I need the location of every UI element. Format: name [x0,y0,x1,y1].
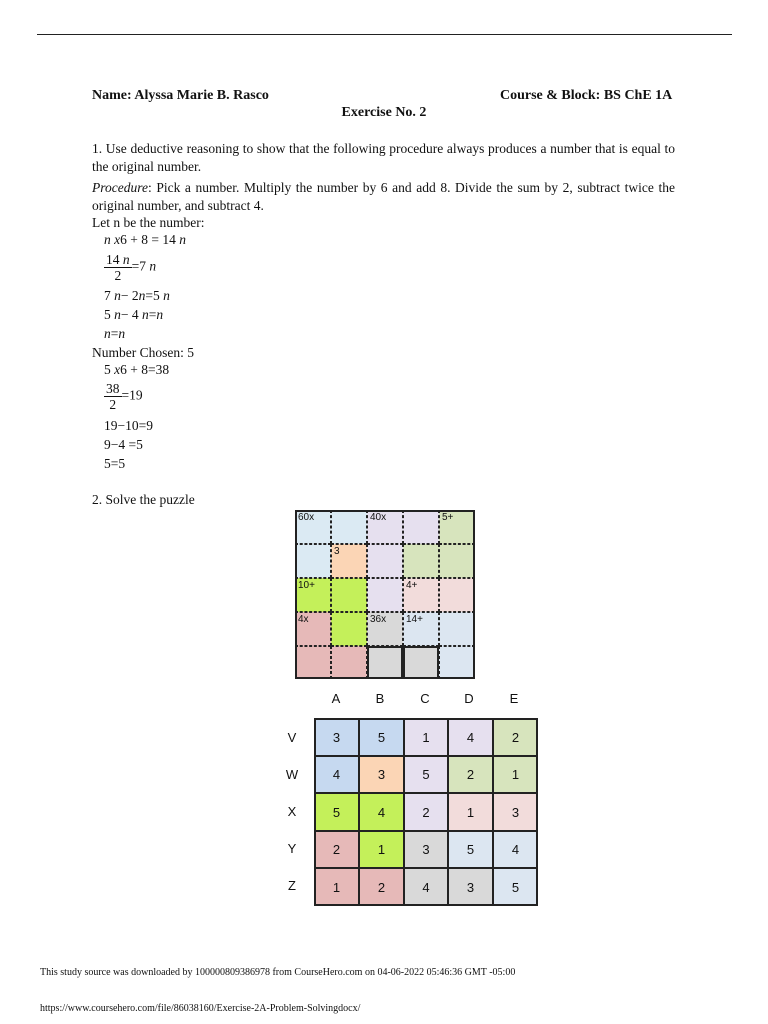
puzzle-cell [295,612,331,646]
cage-clue: 5+ [442,512,454,523]
col-label-c: C [420,691,430,706]
step-example-1: 5 x6 + 8=38 [104,362,170,377]
solution-cell: 1 [493,756,538,793]
q1-procedure [92,179,675,215]
source-url[interactable]: https://www.coursehero.com/file/86038160/Exercise-2A-Problem-Solvingdocx/ [40,1003,361,1014]
puzzle-cell [331,510,367,544]
step-general-5: n=n [104,326,126,341]
puzzle-cell [295,544,331,578]
top-rule [37,34,732,35]
puzzle-cell [439,544,475,578]
step-general-4: 5 n− 4 n=n [104,307,164,322]
solution-cell: 1 [314,868,359,906]
puzzle-cell [367,578,403,612]
puzzle-cell [403,612,439,646]
cage-clue: 10+ [298,580,315,591]
solution-cell: 3 [314,718,359,756]
step-example-2: $\frac{38}{2}$ =19 [106,381,143,412]
cage-clue: 3 [334,546,340,557]
step-general-1: n x6 + 8 = 14 n [104,232,186,247]
puzzle-cell [295,578,331,612]
let-statement: Let n be the number: [92,215,205,230]
solution-cell: 4 [314,756,359,793]
step-example-4: 9−4 =5 [104,437,143,452]
solution-cell: 5 [359,718,404,756]
q2-prompt: 2. Solve the puzzle [92,492,195,507]
cage-clue: 4x [298,614,309,625]
puzzle-cell [331,612,367,646]
solution-cell: 3 [493,793,538,831]
puzzle-cell [367,646,403,679]
solution-cell: 1 [359,831,404,868]
solution-cell: 2 [314,831,359,868]
col-label-a: A [331,691,341,706]
student-name: Name: Alyssa Marie B. Rasco [92,88,269,103]
puzzle-cell [367,510,403,544]
solution-cell: 5 [493,868,538,906]
col-label-b: B [375,691,385,706]
puzzle-cell [331,578,367,612]
step-example-5: 5=5 [104,456,126,471]
solution-cell: 4 [404,868,448,906]
procedure-text: : Pick a number. Multiply the number by 6 and add 8. Divide the sum by 2, subtract twice the original number, and subtract 4. [92,180,675,213]
row-label-z: Z [288,878,296,893]
download-notice: This study source was downloaded by 100000809386978 from CourseHero.com on 04-06-2022 05:46:36 GMT -05:00 [40,967,516,978]
solution-cell: 4 [359,793,404,831]
puzzle-cell [439,578,475,612]
col-label-d: D [464,691,474,706]
q1-prompt: 1. Use deductive reasoning to show that the following procedure always produces a number that is equal to the original number. [92,141,675,174]
solution-cell: 3 [448,868,493,906]
puzzle-cell [439,646,475,679]
puzzle-cell [367,544,403,578]
row-label-v: V [287,730,297,745]
solution-cell: 1 [404,718,448,756]
solution-cell: 5 [448,831,493,868]
solution-cell: 3 [359,756,404,793]
exercise-title: Exercise No. 2 [341,105,427,120]
cage-clue: 4+ [406,580,418,591]
row-label-x: X [287,804,297,819]
puzzle-cell [403,510,439,544]
cage-clue: 36x [370,614,387,625]
solution-cell: 3 [404,831,448,868]
col-label-e: E [509,691,519,706]
step-example-3: 19−10=9 [104,418,153,433]
solution-grid [314,718,538,906]
puzzle-cell [331,544,367,578]
row-label-y: Y [287,841,297,856]
number-chosen: Number Chosen: 5 [92,345,194,360]
step-general-3: 7 n− 2n=5 n [104,288,170,303]
solution-cell: 2 [448,756,493,793]
puzzle-cell [295,646,331,679]
puzzle-cell [367,612,403,646]
course-block: Course & Block: BS ChE 1A [500,88,673,103]
solution-cell: 2 [404,793,448,831]
cage-clue: 40x [370,512,387,523]
row-label-w: W [285,767,299,782]
solution-cell: 5 [404,756,448,793]
solution-cell: 4 [448,718,493,756]
puzzle-cell [331,646,367,679]
solution-cell: 2 [359,868,404,906]
kenken-puzzle [295,510,475,679]
puzzle-cell [439,612,475,646]
procedure-label: Procedure [92,180,148,195]
solution-cell: 4 [493,831,538,868]
puzzle-cell [403,544,439,578]
solution-cell: 1 [448,793,493,831]
step-general-2: $\frac{14 n}{2}$ =7 n [106,252,157,283]
solution-cell: 2 [493,718,538,756]
puzzle-cell [403,646,439,679]
cage-clue: 60x [298,512,315,523]
puzzle-cell [403,578,439,612]
cage-clue: 14+ [406,614,423,625]
solution-cell: 5 [314,793,359,831]
puzzle-cell [439,510,475,544]
puzzle-cell [295,510,331,544]
